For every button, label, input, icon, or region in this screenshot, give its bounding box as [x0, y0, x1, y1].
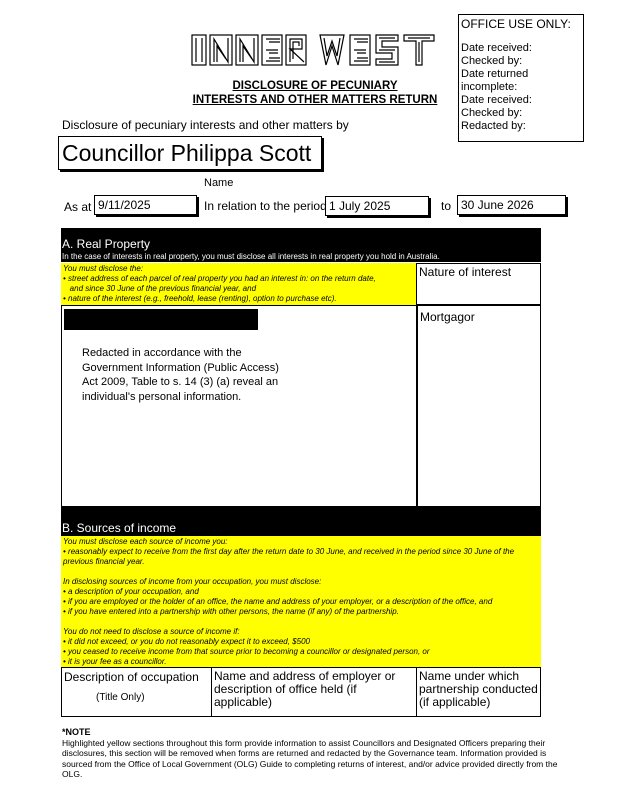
office-use-box: [458, 14, 584, 142]
section-a-header: [61, 228, 541, 262]
office-use-line: Date received:: [461, 42, 532, 54]
guidance-spacer: [63, 567, 541, 577]
inner-west-logo: [190, 32, 440, 68]
property-address-cell[interactable]: [61, 305, 417, 507]
to-label: to: [441, 199, 452, 213]
office-use-line: Checked by:: [461, 55, 523, 67]
guidance-line: • if you are employed or the holder of an office, the name and address of your employer, or a description of the office, and: [63, 597, 493, 606]
section-b-header: [61, 507, 541, 536]
office-use-line: Redacted by:: [461, 120, 526, 132]
guidance-line: • street address of each parcel of real property you had an interest in: on the return date,: [63, 274, 376, 283]
inner-west-logo-graphic: [190, 32, 440, 68]
office-use-line: Checked by:: [461, 107, 523, 119]
section-b-title: B. Sources of income: [62, 521, 177, 535]
office-use-line: Date returned: [461, 68, 529, 80]
period-end-field[interactable]: 30 June 2026: [457, 195, 566, 215]
as-at-label: As at: [64, 200, 92, 214]
footer-note: [62, 727, 567, 780]
occupation-column-label: Description of occupation: [64, 670, 199, 684]
guidance-spacer: [63, 617, 541, 627]
partnership-column-header: Name under which partnership conducted (if applicable): [416, 667, 541, 717]
guidance-line: In disclosing sources of income from your occupation, you must disclose:: [63, 577, 322, 586]
guidance-line: • it did not exceed, or you do not reasonably expect it to exceed, $500: [63, 637, 310, 646]
guidance-line: • it is your fee as a councillor.: [63, 657, 167, 666]
section-a-guidance: [61, 263, 416, 305]
section-b-guidance: [61, 536, 541, 667]
councillor-name-field[interactable]: Councillor Philippa Scott: [58, 136, 322, 170]
office-use-line: Date received:: [461, 94, 532, 106]
period-start-field[interactable]: 1 July 2025: [325, 196, 429, 216]
form-title: [180, 79, 450, 107]
redaction-notice: Redacted in accordance with the Government Information (Public Access) Act 2009, Table to s. 14 (3) (a) reveal an individual's personal information.: [82, 347, 279, 403]
period-label: In relation to the period: [204, 199, 327, 213]
form-title-line1: DISCLOSURE OF PECUNIARY: [232, 80, 398, 92]
guidance-line: You do not need to disclose a source of income if:: [63, 627, 240, 636]
intro-text: Disclosure of pecuniary interests and other matters by: [62, 118, 349, 132]
redaction-bar: [64, 309, 258, 330]
note-heading: *NOTE: [62, 727, 91, 737]
nature-of-interest-header: Nature of interest: [416, 263, 541, 305]
as-at-date-field[interactable]: 9/11/2025: [94, 195, 197, 215]
guidance-line: You must disclose the:: [63, 264, 144, 273]
guidance-line: You must disclose each source of income you:: [63, 537, 228, 546]
occupation-column-sublabel: (Title Only): [96, 692, 145, 703]
guidance-line: and since 30 June of the previous financial year, and: [63, 284, 257, 293]
form-title-line2: INTERESTS AND OTHER MATTERS RETURN: [192, 94, 438, 106]
occupation-column-header: [61, 667, 212, 717]
nature-of-interest-cell[interactable]: Mortgagor: [417, 305, 541, 507]
name-label: Name: [204, 177, 234, 189]
section-a-subtitle: In the case of interests in real property, you must disclose all interests in real property you hold in Australia.: [62, 252, 440, 261]
section-a-title: A. Real Property: [62, 237, 151, 251]
office-use-line: incomplete:: [461, 81, 518, 93]
guidance-line: • if you have entered into a partnership with other persons, the name (if any) of the partnership.: [63, 607, 399, 616]
note-text: Highlighted yellow sections throughout this form provide information to assist Councillors and Designated Officers preparing their disclosures, this section will be removed when forms are returned and redacted by the Governance team. Information provided is sourced from the Office of Local Government (OLG) Guide to completing returns of interest, and/or advice provided directly from the OLG.: [62, 737, 558, 779]
employer-column-header: Name and address of employer or description of office held (if applicable): [211, 667, 417, 717]
guidance-line: • you ceased to receive income from that source prior to becoming a councillor or designated person, or: [63, 647, 430, 656]
guidance-line: • a description of your occupation, and: [63, 587, 199, 596]
office-use-heading: OFFICE USE ONLY:: [461, 17, 571, 31]
guidance-line: • nature of the interest (e.g., freehold, lease (renting), option to purchase etc).: [63, 294, 337, 303]
guidance-line: • reasonably expect to receive from the first day after the return date to 30 June, and received in the period since 30 June of the previous financial year.: [63, 547, 515, 566]
